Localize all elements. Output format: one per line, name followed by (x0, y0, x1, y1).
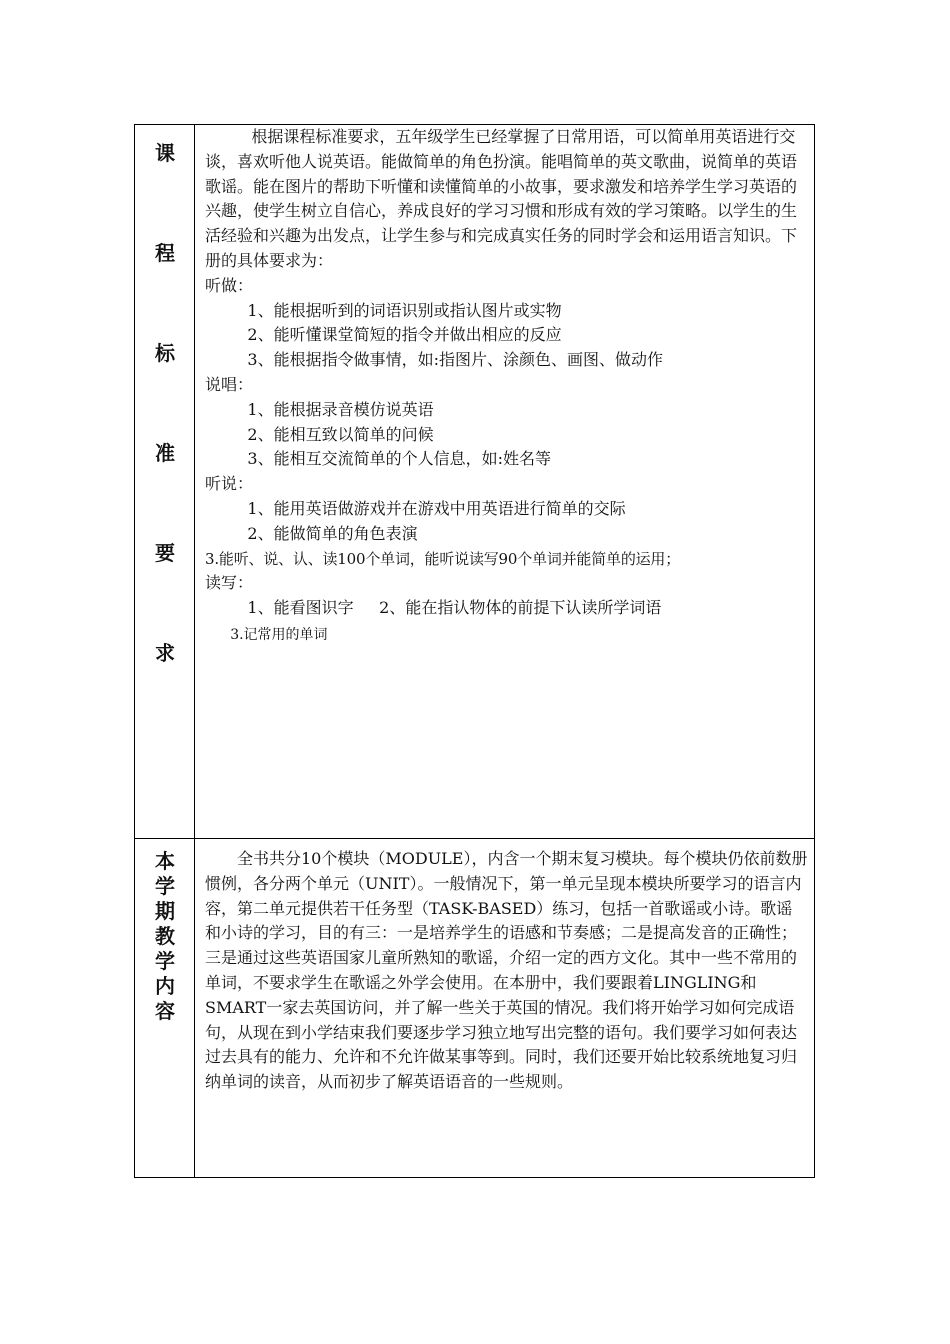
semester-content-body (195, 839, 814, 1177)
listen-speak-item: 1、能用英语做游戏并在游戏中用英语进行简单的交际 (247, 498, 626, 518)
listen-speak-heading: 听说： (205, 474, 254, 494)
curriculum-standard-row (135, 125, 814, 839)
curriculum-standard-content (195, 125, 814, 838)
speak-sing-item: 3、能相互交流简单的个人信息，如:姓名等 (247, 449, 551, 469)
speak-sing-item: 1、能根据录音模仿说英语 (247, 399, 434, 419)
label-char: 学 (155, 949, 175, 973)
listen-do-item: 1、能根据听到的词语识别或指认图片或实物 (247, 300, 562, 320)
intro-paragraph: 根据课程标准要求，五年级学生已经掌握了日常用语，可以简单用英语进行交谈，喜欢听他人说英语。能做简单的角色扮演。能唱简单的英文歌曲，说简单的英语歌谣。能在图片的帮助下听懂和读懂简单的小故事，要求激发和培养学生学习英语的兴趣，使学生树立自信心，养成良好的学习习惯和形成有效的学习策略。以学生的生活经验和兴趣为出发点，让学生参与和完成真实任务的同时学会和运用语言知识。下册的具体要求为： (205, 127, 798, 270)
listen-do-item: 3、能根据指令做事情，如:指图片、涂颜色、画图、做动作 (247, 350, 663, 370)
label-char: 程 (155, 241, 175, 265)
label-char: 课 (155, 141, 175, 165)
label-char: 期 (155, 899, 175, 923)
speak-sing-item: 2、能相互致以简单的问候 (247, 424, 434, 444)
curriculum-standard-text (205, 125, 806, 649)
label-char: 本 (155, 849, 175, 873)
vocabulary-requirement: 3.能听、说、认、读100个单词，能听说读写90个单词并能简单的运用； (205, 549, 681, 568)
label-char: 准 (155, 441, 175, 465)
label-char: 学 (155, 874, 175, 898)
read-write-heading: 读写： (205, 573, 254, 593)
label-char: 教 (155, 924, 175, 948)
label-char: 标 (155, 341, 175, 365)
semester-content-paragraph: 全书共分10个模块（MODULE），内含一个期末复习模块。每个模块仍依前数册惯例，各分两个单元（UNIT）。一般情况下，第一单元呈现本模块所要学习的语言内容，第二单元提供若干任务型（TASK-BASED）练习，包括一首歌谣或小诗。歌谣和小诗的学习，目的有三：一是培养学生的语感和节奏感；二是提高发音的正确性；三是通过这些英语国家儿童所熟知的歌谣，介绍一定的西方文化。其中一些不常用的单词，不要求学生在歌谣之外学会使用。在本册中，我们要跟着LINGLING和SMART一家去英国访问，并了解一些关于英国的情况。我们将开始学习如何完成语句，从现在到小学结束我们要逐步学习独立地写出完整的语句。我们要学习如何表达过去具有的能力、允许和不允许做某事等到。同时，我们还要开始比较系统地复习归纳单词的读音，从而初步了解英语语音的一些规则。 (205, 849, 808, 1092)
label-char: 要 (155, 541, 175, 565)
read-write-item: 2、能在指认物体的前提下认读所学词语 (379, 598, 662, 618)
read-write-item: 1、能看图识字 (247, 598, 354, 618)
semester-content-row (135, 839, 814, 1177)
semester-content-label (135, 839, 195, 1177)
read-write-line (205, 596, 806, 621)
speak-sing-heading: 说唱： (205, 374, 254, 394)
listen-do-heading: 听做： (205, 275, 254, 295)
curriculum-standard-label (135, 125, 195, 838)
semester-content-label-text (135, 849, 195, 1024)
label-char: 求 (155, 641, 175, 665)
plan-table (134, 124, 815, 1178)
read-write-item: 3.记常用的单词 (230, 626, 328, 643)
listen-speak-item: 2、能做简单的角色表演 (247, 523, 418, 543)
label-char: 容 (155, 999, 175, 1023)
listen-do-item: 2、能听懂课堂简短的指令并做出相应的反应 (247, 325, 562, 345)
label-char: 内 (155, 974, 175, 998)
